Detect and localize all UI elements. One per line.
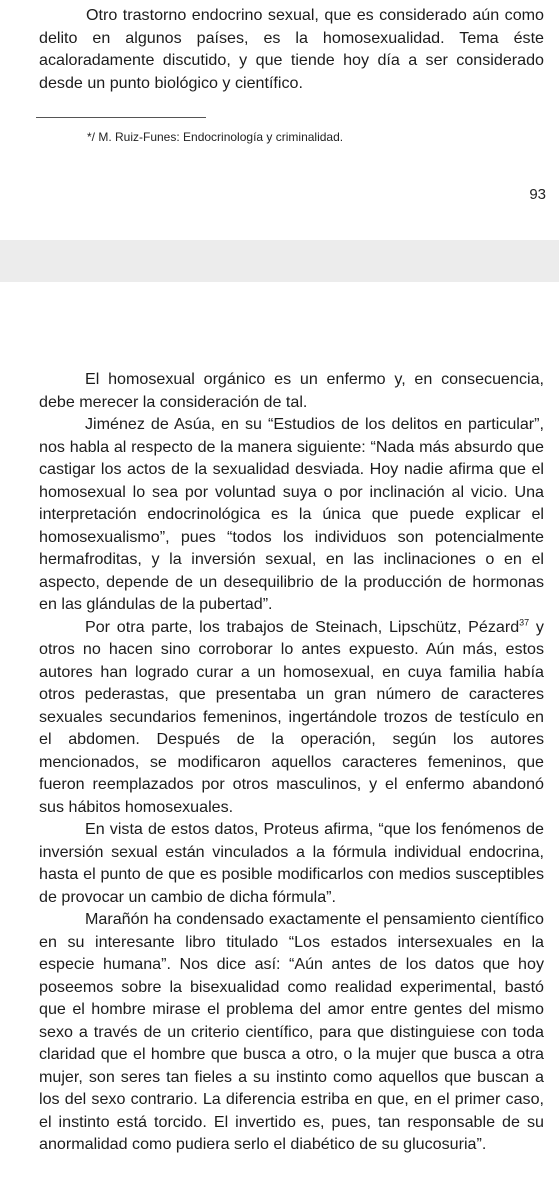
footnote-ref-37: 37 [519, 617, 530, 628]
top-page-text [39, 4, 544, 94]
paragraph-3 [39, 616, 544, 819]
paragraph-3-text-before-ref: Por otra parte, los trabajos de Steinach, Lipschütz, Pézard [85, 617, 520, 636]
paragraph-2: Jiménez de Asúa, en su “Estudios de los delitos en particular”, nos habla al respecto de la manera siguiente: “Nada más absurdo que castigar los actos de la sexualidad desviada. Hoy nadie afirma que el homosexual lo sea por voluntad suya o por inclinación al vicio. Una interpretación endocrinológica es la única que puede explicar el homosexualismo”, pues “todos los individuos son potencialmente hermafroditas, y la inversión sexual, en las inclinaciones o en el aspecto, depende de un desequilibrio de la producción de hormonas en las glándulas de la pubertad”. [39, 415, 544, 613]
page-number: 93 [529, 186, 546, 203]
paragraph-1: El homosexual orgánico es un enfermo y, en consecuencia, debe merecer la consideración de tal. [39, 370, 544, 411]
footnote-rule [36, 117, 206, 118]
main-text [39, 368, 544, 1156]
top-paragraph: Otro trastorno endocrino sexual, que es considerado aún como delito en algunos países, es la homosexualidad. Tema éste acaloradamente discutido, y que tiende hoy día a ser considerado desde un punto biológico y científico. [39, 6, 544, 92]
paragraph-3-text-after-ref: y otros no hacen sino corroborar lo antes expuesto. Aún más, estos autores han logrado curar a un homosexual, en cuya familia había otros pederastas, que presentaba un gran número de caracteres sexuales secundarios femeninos, ingertándole trozos de testículo en el abdomen. Después de la operación, según los autores mencionados, se modificaron aquellos caracteres femeninos, que fueron reemplazados por otros masculinos, y el enfermo abandonó sus hábitos homosexuales. [39, 617, 544, 816]
paragraph-5: Marañón ha condensado exactamente el pensamiento científico en su interesante libro titulado “Los estados intersexuales en la especie humana”. Nos dice así: “Aún antes de los datos que hoy poseemos sobre la bisexualidad como realidad experimental, bastó que el hombre mirase el problema del amor entre gentes del mismo sexo a través de un criterio científico, para que distinguiese con toda claridad que el hombre que busca a otro, o la mujer que busca a otra mujer, son seres tan fieles a su instinto como aquellos que buscan a los del sexo contrario. La diferencia estriba en que, en el primer caso, el instinto está torcido. El invertido es, pues, tan responsable de su anormalidad como pudiera serlo el diabético de su glucosuria”. [39, 910, 544, 1153]
page-separator [0, 240, 559, 282]
footnote: */ M. Ruiz-Funes: Endocrinología y criminalidad. [87, 130, 344, 144]
paragraph-4: En vista de estos datos, Proteus afirma, “que los fenómenos de inversión sexual están vinculados a la fórmula individual endocrina, hasta el punto de que es posible modificarlos con medios susceptibles de provocar un cambio de dicha fórmula”. [39, 820, 544, 906]
upper-book-page [0, 0, 559, 240]
